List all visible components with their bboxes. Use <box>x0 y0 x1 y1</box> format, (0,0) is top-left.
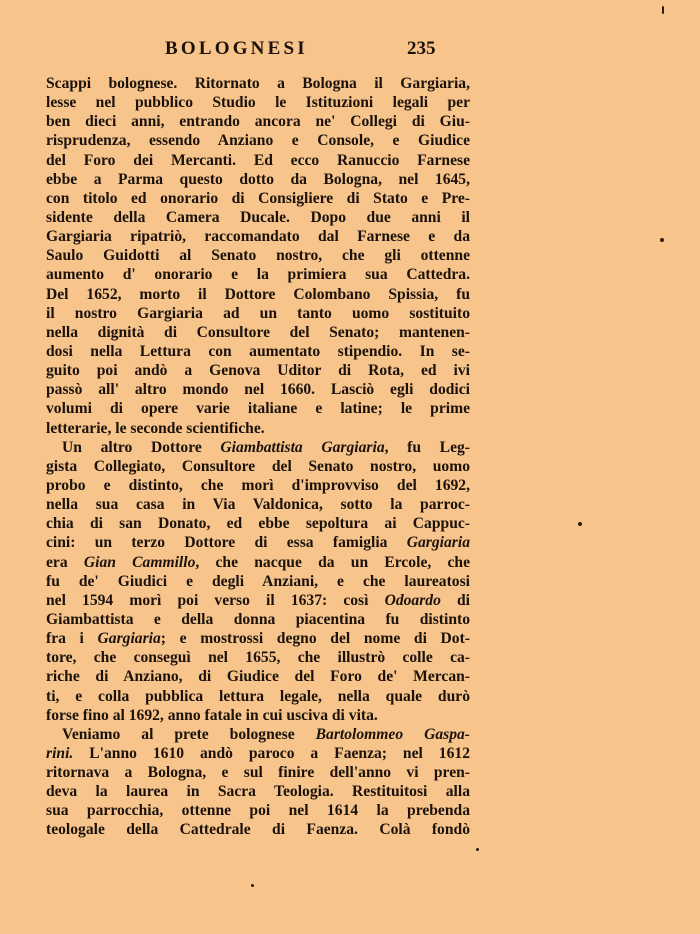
page-number: 235 <box>407 38 436 59</box>
text-segment: fra i <box>46 630 98 648</box>
italic-name: Gian Cammillo <box>83 553 196 571</box>
text-segment: L'anno 1610 andò paroco a Faenza; nel 1612 <box>73 744 470 762</box>
text-segment: , fu Leg- <box>384 438 470 456</box>
text-line: Gargiaria ripatriò, raccomandato dal Farnese e da <box>46 228 470 246</box>
text-segment: ; e mostrossi degno del nome di Dot- <box>160 630 470 648</box>
text-line: dosi nella Lettura con aumentato stipendio. In se- <box>46 342 470 360</box>
text-line: ti, e colla pubblica lettura legale, nella quale durò <box>46 687 470 705</box>
text-line <box>46 725 470 744</box>
text-line: riche di Anziano, di Giudice del Foro de' Mercan- <box>46 668 470 686</box>
text-line: passò all' altro mondo nel 1660. Lasciò egli dodici <box>46 381 470 399</box>
text-line: fu de' Giudici e degli Anziani, e che laureatosi <box>46 572 470 590</box>
text-line <box>46 533 470 552</box>
running-title: BOLOGNESI <box>165 38 308 59</box>
text-segment: nel 1594 morì poi verso il 1637: così <box>46 591 385 609</box>
text-line: ritornava a Bologna, e sul finire dell'anno vi pren- <box>46 764 470 782</box>
print-speck <box>476 848 479 851</box>
text-line: sidente della Camera Ducale. Dopo due anni il <box>46 208 470 226</box>
text-line <box>46 438 470 457</box>
text-line: ebbe a Parma questo dotto da Bologna, nel 1645, <box>46 170 470 188</box>
text-segment: cini: un terzo Dottore di essa famiglia <box>46 534 407 552</box>
text-line: Scappi bolognese. Ritornato a Bologna il Gargiaria, <box>46 75 470 92</box>
italic-name: Giambattista Gargiaria <box>220 438 385 456</box>
text-line: lesse nel pubblico Studio le Istituzioni legali per <box>46 94 470 112</box>
text-line: letterarie, le seconde scientifiche. <box>46 419 265 437</box>
text-line: forse fino al 1692, anno fatale in cui usciva di vita. <box>46 706 378 724</box>
print-speck <box>251 884 254 887</box>
text-line: nella sua casa in Via Valdonica, sotto la parroc- <box>46 496 470 514</box>
print-speck <box>662 6 664 14</box>
text-line: probo e distinto, che morì d'improvviso del 1692, <box>46 476 470 494</box>
text-line <box>46 553 470 572</box>
print-speck <box>578 522 582 526</box>
text-line: aumento d' onorario e la primiera sua Cattedra. <box>46 266 470 284</box>
text-line: Del 1652, morto il Dottore Colombano Spissia, fu <box>46 285 470 303</box>
text-segment: di <box>440 591 471 609</box>
text-line: sua parrocchia, ottenne poi nel 1614 la prebenda <box>46 802 470 820</box>
text-line: ben dieci anni, entrando ancora ne' Collegi di Giu- <box>46 113 470 131</box>
text-line: nella dignità di Consultore del Senato; mantenen- <box>46 323 470 341</box>
text-line: tore, che conseguì nel 1655, che illustrò colle ca- <box>46 649 470 667</box>
text-line <box>46 744 470 763</box>
text-line: chia di san Donato, ed ebbe sepoltura ai Cappuc- <box>46 515 470 533</box>
print-speck <box>660 238 664 242</box>
text-line: risprudenza, essendo Anziano e Console, e Giudice <box>46 132 470 150</box>
italic-name: Gargiaria <box>97 630 161 648</box>
text-line: Giambattista e della donna piacentina fu distinto <box>46 610 470 628</box>
italic-name: Odoardo <box>384 591 441 609</box>
text-line: con titolo ed onorario di Consigliere di Stato e Pre- <box>46 189 470 207</box>
text-line: guito poi andò a Genova Uditor di Rota, ed ivi <box>46 362 470 380</box>
text-line: volumi di opere varie italiane e latine; le prime <box>46 400 470 418</box>
text-segment: Un altro Dottore <box>62 438 221 456</box>
text-segment: Veniamo al prete bolognese <box>62 725 316 743</box>
text-segment: era <box>46 553 84 571</box>
text-line: Saulo Guidotti al Senato nostro, che gli ottenne <box>46 247 470 265</box>
running-header <box>0 38 700 64</box>
text-line <box>46 591 470 610</box>
text-line: deva la laurea in Sacra Teologia. Restituitosi alla <box>46 783 470 801</box>
text-line: teologale della Cattedrale di Faenza. Colà fondò <box>46 821 470 839</box>
italic-name: rini. <box>46 744 74 762</box>
italic-name: Gargiaria <box>406 534 470 552</box>
text-line: del Foro dei Mercanti. Ed ecco Ranuccio Farnese <box>46 151 470 169</box>
text-line: il nostro Gargiaria ad un tanto uomo sostituito <box>46 304 470 322</box>
body-text <box>46 74 470 840</box>
text-segment: , che nacque da un Ercole, che <box>195 553 470 571</box>
text-line <box>46 629 470 648</box>
text-line: gista Collegiato, Consultore del Senato nostro, uomo <box>46 457 470 475</box>
italic-name: Bartolommeo Gaspa- <box>315 725 470 743</box>
